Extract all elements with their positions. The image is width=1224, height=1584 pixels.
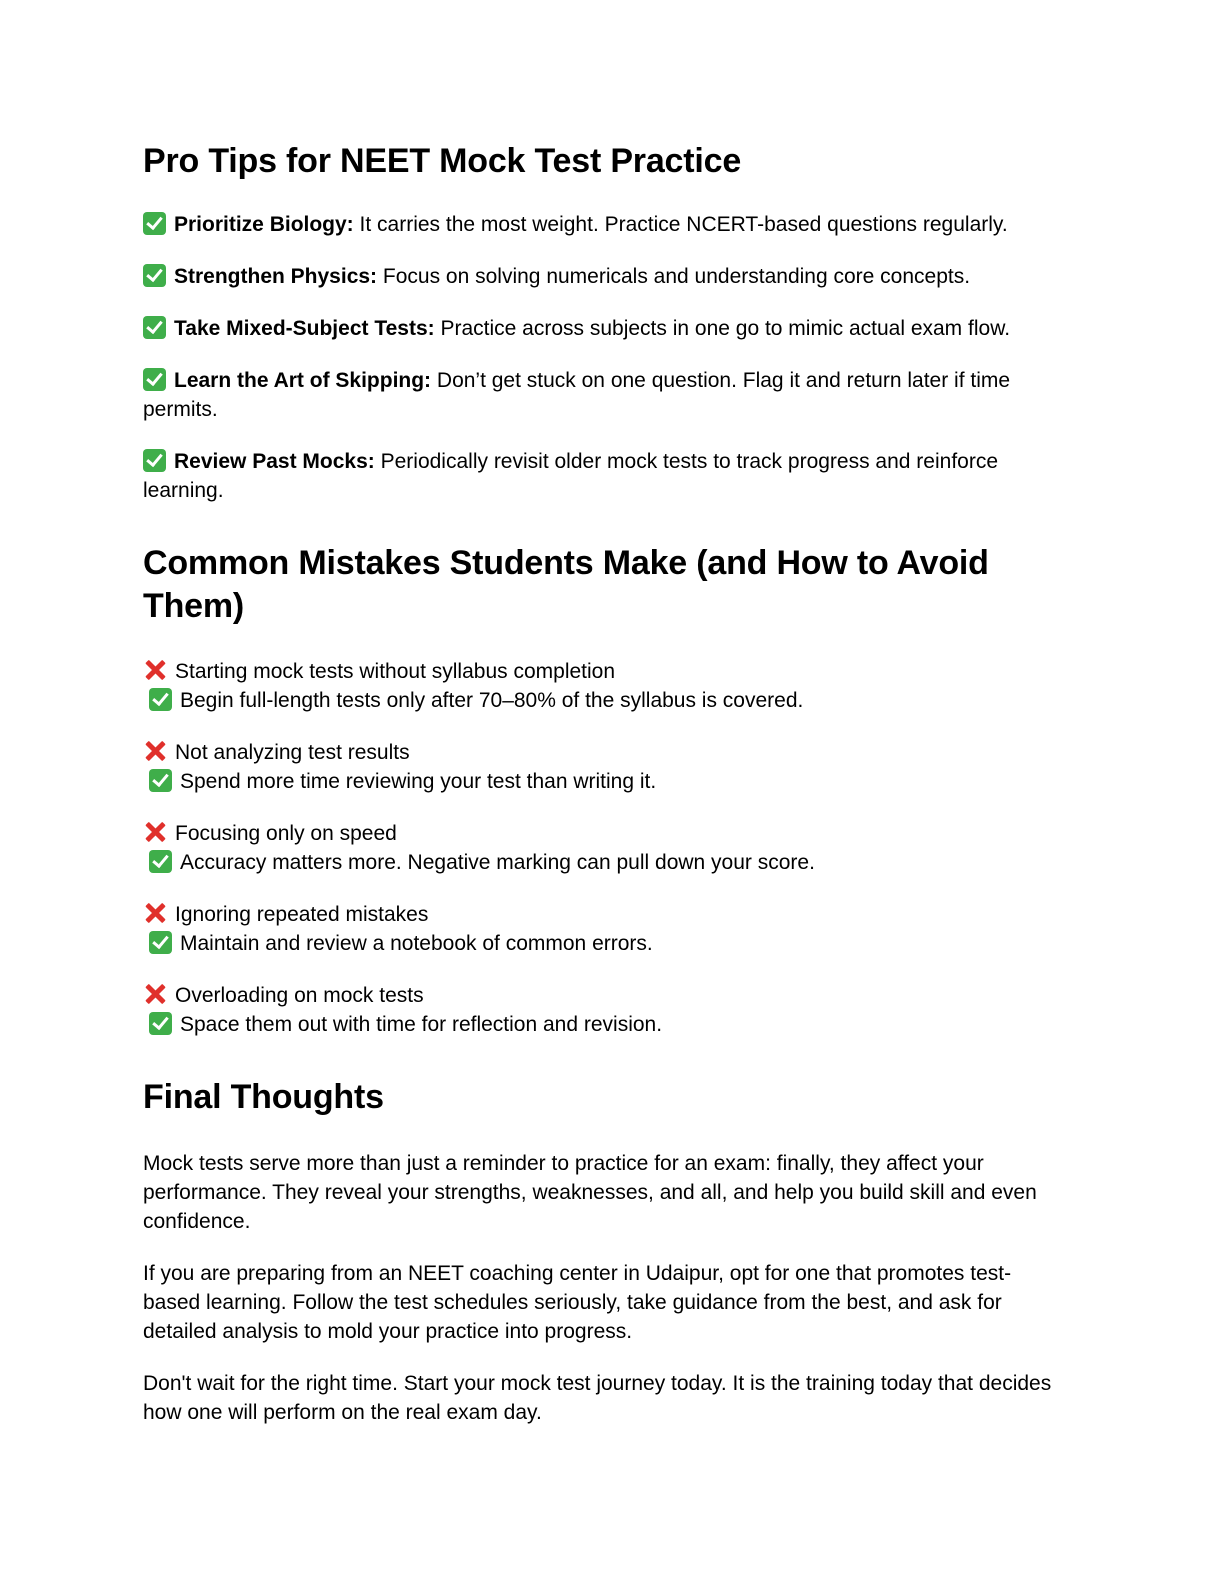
- mistake-text: Overloading on mock tests: [175, 984, 424, 1007]
- mistake-item: [143, 657, 1063, 715]
- tip-text: Practice across subjects in one go to mimic actual exam flow.: [434, 317, 1011, 340]
- fix-line: [143, 929, 1063, 958]
- mistake-line: [143, 657, 1063, 686]
- fix-line: [143, 1010, 1063, 1039]
- cross-mark-icon: [143, 739, 167, 763]
- paragraph: If you are preparing from an NEET coaching center in Udaipur, opt for one that promotes test-based learning. Follow the test schedules seriously, take guidance from the best, and ask for detailed analysis to mold your practice into progress.: [143, 1262, 1012, 1343]
- mistake-text: Focusing only on speed: [175, 822, 397, 845]
- section-title-common-mistakes: Common Mistakes Students Make (and How to Avoid Them): [143, 544, 989, 625]
- mistake-text: Starting mock tests without syllabus completion: [175, 660, 616, 683]
- check-mark-icon: [149, 1012, 172, 1035]
- tip-label: Take Mixed-Subject Tests:: [174, 317, 435, 340]
- paragraph: Mock tests serve more than just a reminder to practice for an exam: finally, they affect your performance. They reveal your strengths, weaknesses, and all, and help you build skill and even confidence.: [143, 1152, 1037, 1233]
- mistake-line: [143, 900, 1063, 929]
- mistake-line: [143, 738, 1063, 767]
- mistake-text: Not analyzing test results: [175, 741, 410, 764]
- check-mark-icon: [143, 316, 166, 339]
- mistake-item: [143, 819, 1063, 877]
- section-title-pro-tips: Pro Tips for NEET Mock Test Practice: [143, 142, 742, 180]
- cross-mark-icon: [143, 820, 167, 844]
- tip-item: [143, 314, 1063, 343]
- mistake-line: [143, 819, 1063, 848]
- fix-line: [143, 767, 1063, 796]
- fix-text: Begin full-length tests only after 70–80% of the syllabus is covered.: [180, 689, 804, 712]
- mistake-text: Ignoring repeated mistakes: [175, 903, 429, 926]
- tip-label: Review Past Mocks:: [174, 450, 375, 473]
- tip-text: Periodically revisit older mock tests to track progress and reinforce learning.: [143, 450, 999, 502]
- tip-item: [143, 366, 1063, 424]
- check-mark-icon: [149, 850, 172, 873]
- mistake-line: [143, 981, 1063, 1010]
- tip-text: Focus on solving numericals and understanding core concepts.: [377, 265, 971, 288]
- check-mark-icon: [149, 769, 172, 792]
- check-mark-icon: [143, 368, 166, 391]
- paragraph: Don't wait for the right time. Start your mock test journey today. It is the training today that decides how one will perform on the real exam day.: [143, 1372, 1052, 1424]
- check-mark-icon: [143, 212, 166, 235]
- tip-label: Learn the Art of Skipping:: [174, 369, 432, 392]
- tip-label: Prioritize Biology:: [174, 213, 354, 236]
- document-page: [143, 138, 1063, 1427]
- check-mark-icon: [149, 688, 172, 711]
- tip-item: [143, 210, 1063, 239]
- cross-mark-icon: [143, 901, 167, 925]
- tip-label: Strengthen Physics:: [174, 265, 378, 288]
- tip-text: Don’t get stuck on one question. Flag it and return later if time permits.: [143, 369, 1011, 421]
- fix-text: Maintain and review a notebook of common errors.: [180, 932, 653, 955]
- tip-item: [143, 447, 1063, 505]
- fix-text: Spend more time reviewing your test than writing it.: [180, 770, 657, 793]
- cross-mark-icon: [143, 658, 167, 682]
- mistake-item: [143, 981, 1063, 1039]
- check-mark-icon: [143, 449, 166, 472]
- mistake-item: [143, 900, 1063, 958]
- mistake-item: [143, 738, 1063, 796]
- tip-item: [143, 262, 1063, 291]
- fix-text: Space them out with time for reflection and revision.: [180, 1013, 663, 1036]
- fix-text: Accuracy matters more. Negative marking can pull down your score.: [180, 851, 815, 874]
- tip-text: It carries the most weight. Practice NCERT-based questions regularly.: [353, 213, 1008, 236]
- cross-mark-icon: [143, 982, 167, 1006]
- fix-line: [143, 686, 1063, 715]
- section-title-final-thoughts: Final Thoughts: [143, 1078, 384, 1116]
- check-mark-icon: [149, 931, 172, 954]
- check-mark-icon: [143, 264, 166, 287]
- fix-line: [143, 848, 1063, 877]
